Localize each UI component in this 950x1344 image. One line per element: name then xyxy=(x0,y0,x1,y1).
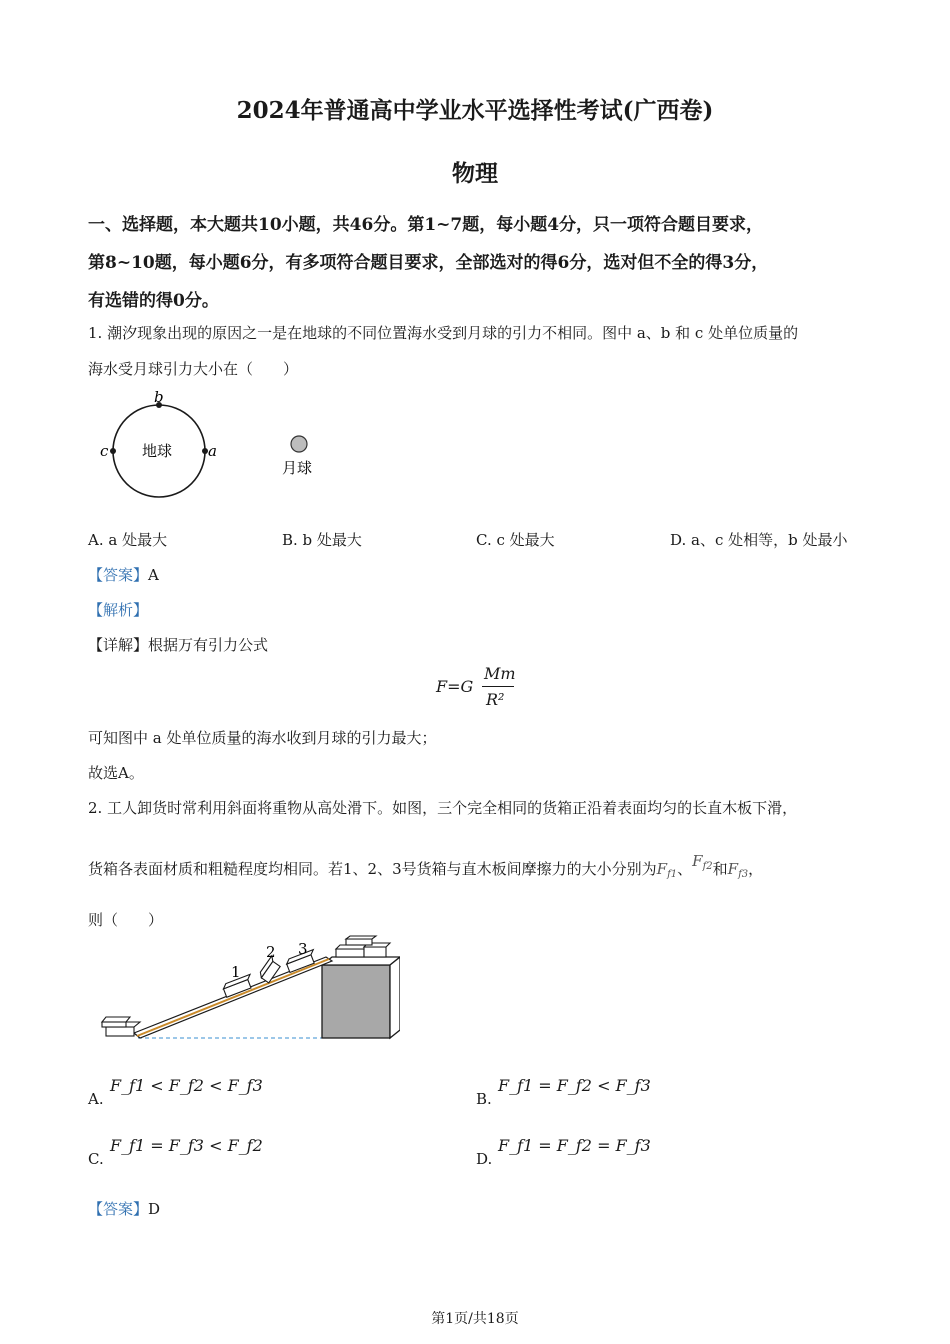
q2-answer xyxy=(88,1198,160,1219)
answer-tag: 【答案】 xyxy=(88,566,149,584)
formula-lhs: F=G xyxy=(436,677,474,696)
section-instructions-line1: 一、选择题，本大题共10小题，共46分。第1~7题，每小题4分，只一项符合题目要求， xyxy=(88,215,764,235)
detail-tag: 【详解】 xyxy=(88,636,149,654)
box-1-label: 1 xyxy=(231,963,241,981)
ground-boxes xyxy=(102,1017,140,1036)
moon-label: 月球 xyxy=(282,459,313,477)
detail-text: 根据万有引力公式 xyxy=(148,636,269,654)
q2-stem-line2 xyxy=(88,852,764,880)
q2-stem-line3: 则（ ） xyxy=(88,911,164,929)
subject-title: 物理 xyxy=(452,160,498,187)
section-instructions-line3: 有选错的得0分。 xyxy=(88,291,219,311)
sep2: 和 xyxy=(712,860,728,878)
formula-denominator: R² xyxy=(486,690,505,709)
point-c-dot xyxy=(110,448,116,454)
formula-numerator: Mm xyxy=(484,664,516,683)
q1-option-a: A. a 处最大 xyxy=(88,531,168,549)
q1-option-c: C. c 处最大 xyxy=(476,531,555,549)
q2-stem-line1: 2. 工人卸货时常利用斜面将重物从高处滑下。如图，三个完全相同的货箱正沿着表面均匀的长直木板下滑， xyxy=(88,799,798,817)
platform-boxes xyxy=(336,936,390,957)
q1-answer xyxy=(88,564,159,585)
point-b-label: b xyxy=(154,388,164,406)
q1-choice: 故选A。 xyxy=(88,764,144,782)
platform-top xyxy=(322,957,400,965)
q2-option-b-label: B. xyxy=(476,1090,492,1108)
answer-value: A xyxy=(148,566,159,584)
q1-stem-line1: 1. 潮汐现象出现的原因之一是在地球的不同位置海水受到月球的引力不相同。图中 a、b 和 c 处单位质量的 xyxy=(88,324,799,342)
answer-tag: 【答案】 xyxy=(88,1200,149,1218)
box-3-label: 3 xyxy=(298,940,308,958)
section-instructions-line2: 第8~10题，每小题6分，有多项符合题目要求，全部选对的得6分，选对但不全的得3分， xyxy=(88,253,769,273)
platform-side xyxy=(390,957,400,1038)
point-c-label: c xyxy=(100,442,109,460)
sep1: 、 xyxy=(677,860,693,878)
q2-option-b: F_f1 = F_f2 < F_f3 xyxy=(498,1076,651,1095)
ff3-symbol: $F_{f3}$ xyxy=(727,860,749,880)
line-end: ， xyxy=(748,860,764,878)
q2-incline-figure xyxy=(100,935,400,1045)
q2-option-a: F_f1 < F_f2 < F_f3 xyxy=(110,1076,263,1095)
point-a-label: a xyxy=(208,442,217,460)
q1-option-d: D. a、c 处相等，b 处最小 xyxy=(670,531,848,549)
q2-option-c-label: C. xyxy=(88,1150,104,1168)
answer-value: D xyxy=(148,1200,161,1218)
gravitation-formula xyxy=(436,664,526,714)
q1-stem-line2: 海水受月球引力大小在（ ） xyxy=(88,360,299,378)
box-2-label: 2 xyxy=(266,943,276,961)
fraction-bar xyxy=(482,686,514,687)
q2-option-d: F_f1 = F_f2 = F_f3 xyxy=(498,1136,651,1155)
q1-option-b: B. b 处最大 xyxy=(282,531,362,549)
page-footer: 第1页/共18页 xyxy=(431,1311,519,1327)
ff2-symbol: $F_{f2}$ xyxy=(692,852,713,872)
q2-option-a-label: A. xyxy=(88,1090,104,1108)
q1-analysis-tag: 【解析】 xyxy=(88,601,149,619)
q1-earth-moon-figure xyxy=(95,385,335,510)
moon-circle xyxy=(291,436,307,452)
page-title: 2024年普通高中学业水平选择性考试(广西卷) xyxy=(236,97,714,124)
q2-option-d-label: D. xyxy=(476,1150,493,1168)
q2-stem-text: 货箱各表面材质和粗糙程度均相同。若1、2、3号货箱与直木板间摩擦力的大小分别为 xyxy=(88,860,657,878)
earth-label: 地球 xyxy=(142,442,173,460)
q1-conclusion: 可知图中 a 处单位质量的海水收到月球的引力最大； xyxy=(88,729,437,747)
q2-option-c: F_f1 = F_f3 < F_f2 xyxy=(110,1136,263,1155)
ff1-symbol: $F_{f1}$ xyxy=(656,860,678,880)
platform xyxy=(322,965,390,1038)
q1-detail xyxy=(88,634,268,655)
